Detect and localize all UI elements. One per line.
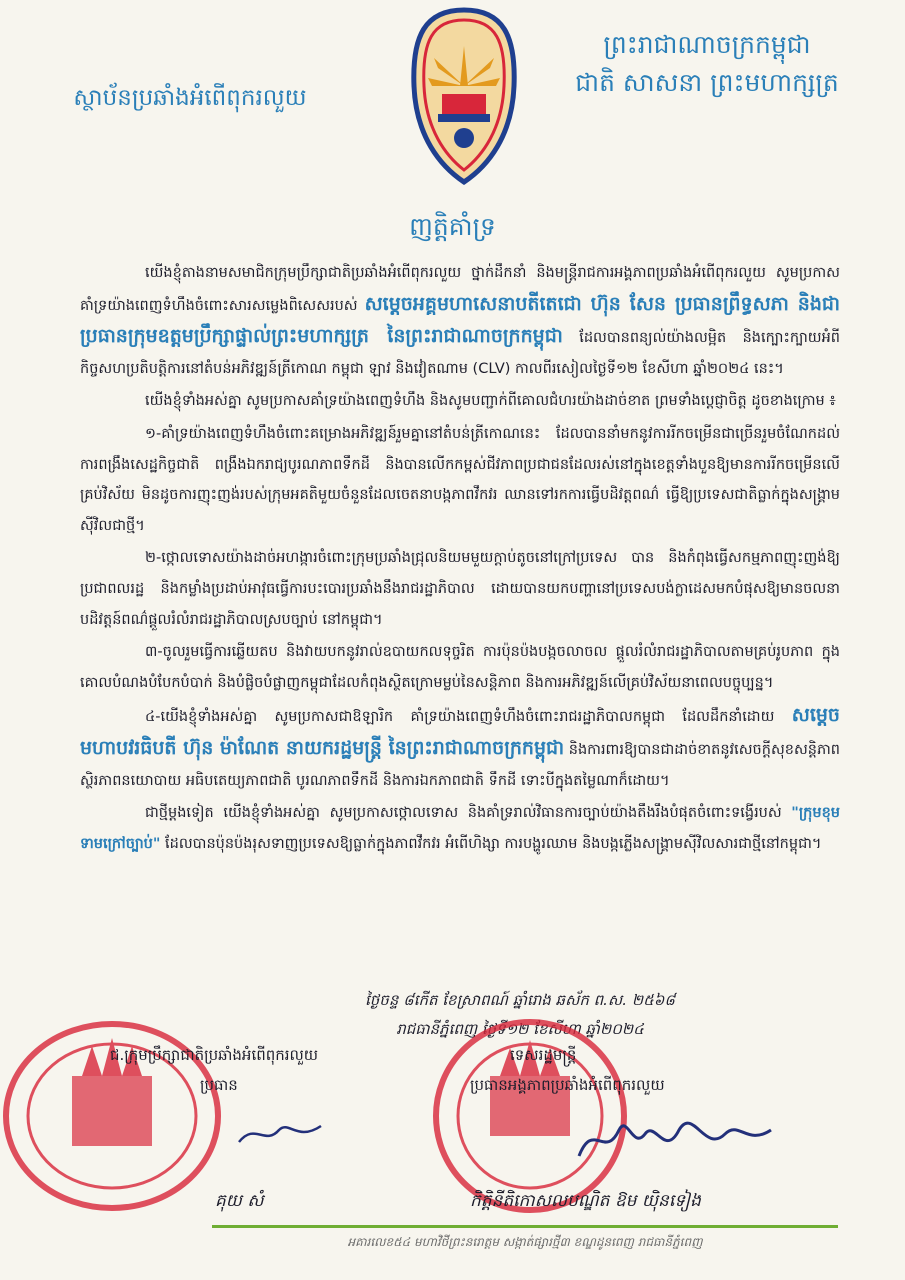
closing-text-b: ដែលបានប៉ុនប៉ងរុសទាញប្រទេសឱ្យធ្លាក់ក្នុងភាពវឹកវរ អំពើហិង្សា ការបង្ហូរឈាម និងបង្កភ្លើងសង្គ្រាមស៊ីវិលសារជាថ្មីនៅកម្ពុជា។ — [160, 835, 822, 852]
left-handwritten-signature — [235, 1112, 325, 1152]
document-title: ញត្តិគាំទ្រ — [409, 212, 496, 241]
national-motto-block — [557, 26, 857, 102]
point-1: ១-គាំទ្រយ៉ាងពេញទំហឹងចំពោះគម្រោងអភិវឌ្ឍន៍រួមគ្នានៅតំបន់ត្រីកោណនេះ ដែលបាននាំមកនូវការរីកចម្រើនជាច្រើនរួមចំណែកដល់ការពង្រឹងសេដ្ឋកិច្ចជាតិ ពង្រឹងឯករាជ្យបូរណភាពទឹកដី និងបានលើកកម្ពស់ជីវភាពប្រជាជនដែលរស់នៅក្នុងខេត្តទាំងបួនឱ្យមានការរីកចម្រើនលើគ្រប់វិស័យ មិនដូចការញុះញង់របស់ក្រុមអគតិមួយចំនួនដែលចេតនាបង្កភាពវឹកវរ ឈានទៅរកការធ្វើបដិវត្តពណ៌ ធ្វើឱ្យប្រទេសជាតិធ្លាក់ក្នុងសង្គ្រាមស៊ីវិលជាថ្មី។ — [80, 425, 840, 534]
intro-highlight: សម្តេចអគ្គមហាសេនាបតីតេជោ ហ៊ុន សែន ប្រធានព្រឹទ្ធសភា និងជាប្រធានក្រុមឧត្តមប្រឹក្សាផ្ទាល់ព្រះមហាក្សត្រ នៃព្រះរាជាណាចក្រកម្ពុជា — [80, 292, 840, 348]
left-signatory-title: ជ.ក្រុមប្រឹក្សាជាតិប្រឆាំងអំពើពុករលួយ — [110, 1046, 319, 1064]
right-handwritten-signature — [575, 1100, 775, 1170]
solar-date: រាជធានីភ្នំពេញ ថ្ងៃទី១២ ខែសីហា ឆ្នាំ២០២៤ — [396, 1020, 644, 1038]
anti-corruption-unit-emblem — [408, 6, 520, 186]
closing-text-a: ជាថ្មីម្តងទៀត យើងខ្ញុំទាំងអស់គ្នា សូមប្រកាសថ្កោលទោស និងគាំទ្ររាល់វិធានការច្បាប់យ៉ាងតឹងរឹងបំផុតចំពោះទង្វើរបស់ — [145, 805, 792, 822]
point-4 — [80, 700, 840, 796]
left-signatory-block — [110, 1040, 410, 1100]
right-signatory-title: ទេសរដ្ឋមន្ត្រី — [510, 1046, 577, 1064]
point-4-text-a: ៤-យើងខ្ញុំទាំងអស់គ្នា សូមប្រកាសជាឱឡារិក គាំទ្រយ៉ាងពេញទំហឹងចំពោះរាជរដ្ឋាភិបាលកម្ពុជា ដែលដឹកនាំដោយ — [145, 709, 792, 726]
intro-paragraph — [80, 258, 840, 384]
right-signatory-role: ប្រធានអង្គភាពប្រឆាំងអំពើពុករលួយ — [470, 1076, 665, 1094]
footer-address: អគារលេខ៥៤ មហាវិថីព្រះនរោត្តម សង្កាត់ផ្សារថ្មី៣ ខណ្ឌដូនពេញ រាជធានីភ្នំពេញ — [347, 1235, 703, 1249]
right-signatory-block — [470, 1040, 800, 1100]
closing-paragraph — [80, 798, 840, 859]
document-body — [80, 258, 840, 861]
lunar-date: ថ្ងៃចន្ទ ៨កើត ខែស្រាពណ៍ ឆ្នាំរោង ឆស័ក ព.ស. ២៥៦៨ — [365, 991, 675, 1009]
kingdom-heading: ព្រះរាជាណាចក្រកម្ពុជា — [603, 30, 811, 59]
right-signatory-name: កិត្តិនីតិកោសលបណ្ឌិត ឱម យ៉ិនទៀង — [470, 1191, 701, 1211]
intro-text-b: ដែលបានពន្យល់យ៉ាងលម្អិត និងក្បោះក្បាយអំពីកិច្ចសហប្រតិបត្តិការនៅតំបន់អភិវឌ្ឍន៍ត្រីកោណ កម្ពុជា ឡាវ និងវៀតណាម (CLV) កាលពីរសៀលថ្ងៃទី១២ ខែសីហា ឆ្នាំ២០២៤ នេះ។ — [80, 330, 841, 377]
point-4-highlight: សម្តេចមហាបវរធិបតី ហ៊ុន ម៉ាណែត នាយករដ្ឋមន្ត្រី នៃព្រះរាជាណាចក្រកម្ពុជា — [80, 704, 840, 759]
commitment-paragraph: យើងខ្ញុំទាំងអស់គ្នា សូមប្រកាសគាំទ្រយ៉ាងពេញទំហឹង និងសូមបញ្ជាក់ពីគោលជំហរយ៉ាងដាច់ខាត ព្រមទាំងប្តេជ្ញាចិត្ត ដូចខាងក្រោម ៖ — [145, 393, 836, 410]
motto-heading: ជាតិ សាសនា ព្រះមហាក្សត្រ — [575, 68, 839, 97]
left-signatory-role: ប្រធាន — [200, 1076, 238, 1094]
point-4-text-b: និងការពារឱ្យបានជាដាច់ខាតនូវសេចក្តីសុខសន្តិភាព ស្ថិរភាពនយោបាយ អធិបតេយ្យភាពជាតិ បូរណភាពទឹកដី និងការឯកភាពជាតិ ទឹកដី ទោះបីក្នុងតម្លៃណាក៏ដោយ។ — [80, 741, 840, 789]
point-2: ២-ថ្កោលទោសយ៉ាងដាច់អហង្ការចំពោះក្រុមប្រឆាំងជ្រុលនិយមមួយក្តាប់តូចនៅក្រៅប្រទេស បាន និងកំពុងធ្វើសកម្មភាពញុះញង់ឱ្យប្រជាពលរដ្ឋ និងកម្លាំងប្រដាប់អាវុធធ្វើការបះបោរប្រឆាំងនឹងរាជរដ្ឋាភិបាល ដោយបានយកបញ្ហានៅប្រទេសបង់ក្លាដេសមកបំផុសឱ្យមានចលនាបដិវត្តន៍ពណ៌ផ្តួលរំលំរាជរដ្ឋាភិបាលស្របច្បាប់ នៅកម្ពុជា។ — [80, 550, 840, 628]
closing-highlight: "ក្រុមខុមទាមក្រៅច្បាប់" — [80, 805, 840, 852]
footer-divider — [212, 1225, 838, 1228]
left-signatory-name: គុយ សំ — [215, 1191, 264, 1211]
intro-text-a: យើងខ្ញុំតាងនាមសមាជិកក្រុមប្រឹក្សាជាតិប្រឆាំងអំពើពុករលួយ ថ្នាក់ដឹកនាំ និងមន្ត្រីរាជការអង្គភាពប្រឆាំងអំពើពុករលួយ សូមប្រកាសគាំទ្រយ៉ាងពេញទំហឹងចំពោះសារសម្លេងពិសេសរបស់ — [80, 265, 840, 314]
point-3: ៣-ចូលរួមធ្វើការឆ្លើយតប និងវាយបកនូវរាល់ឧបាយកលទុច្ចរិត ការប៉ុនប៉ងបង្កចលាចល ផ្តួលរំលំរាជរដ្ឋាភិបាលតាមគ្រប់រូបភាព ក្នុងគោលបំណងបំបែកបំបាក់ និងបំផ្លិចបំផ្លាញកម្ពុជាដែលកំពុងស្ថិតក្រោមម្លប់នៃសន្តិភាព និងការអភិវឌ្ឍន៍លើគ្រប់វិស័យនាពេលបច្ចុប្បន្ន។ — [80, 644, 840, 691]
institution-heading: ស្ថាប័នប្រឆាំងអំពើពុករលួយ — [73, 85, 307, 111]
